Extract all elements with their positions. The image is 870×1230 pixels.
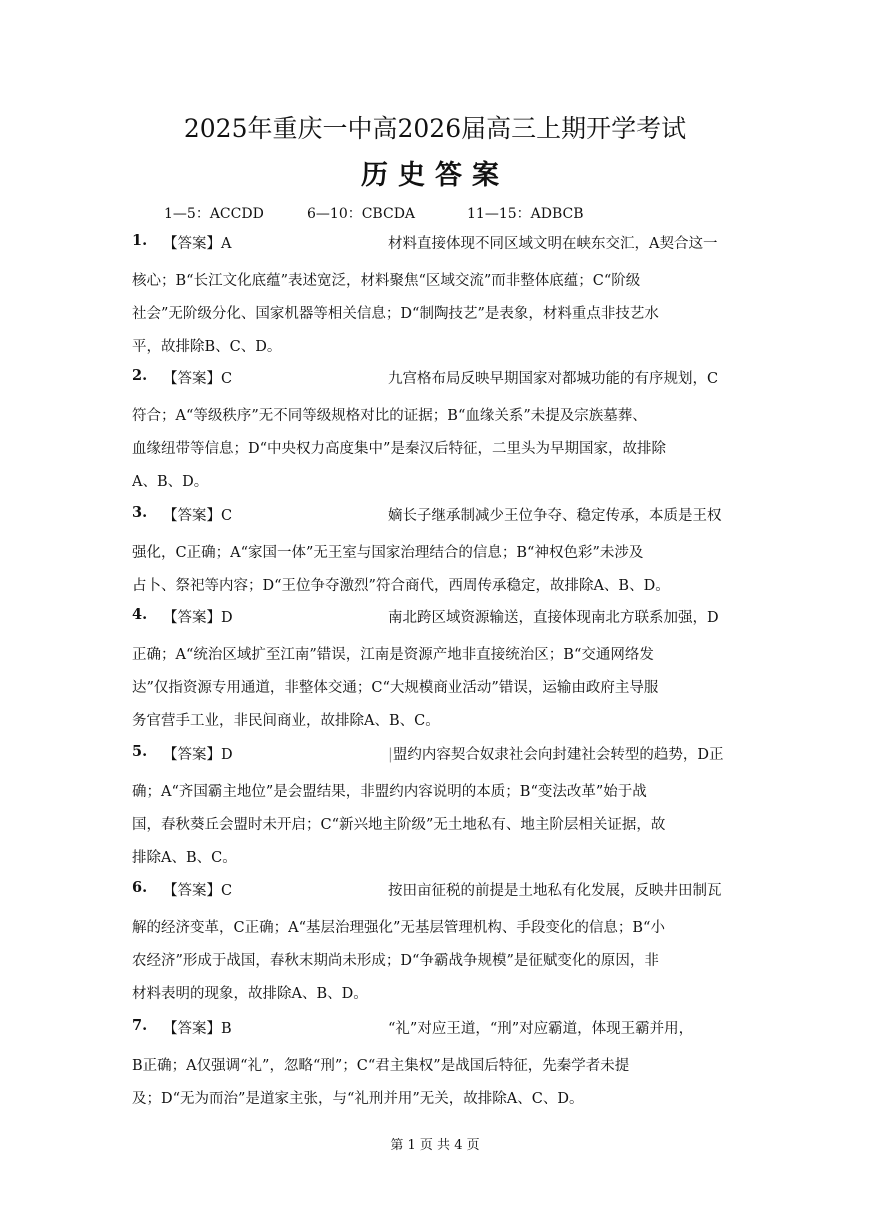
subject-title: 历史答案 bbox=[361, 160, 509, 191]
explanation-line: 及；D“无为而治”是道家主张，与“礼刑并用”无关，故排除A、C、D。 bbox=[132, 1091, 584, 1107]
answer-key-row bbox=[164, 203, 764, 225]
question-number: 6. bbox=[132, 879, 148, 896]
explanation-line: 达”仅指资源专用通道，非整体交通；C“大规模商业活动”错误，运输由政府主导服 bbox=[132, 680, 659, 696]
explanation-line: 材料直接体现不同区域文明在峡东交汇，A契合这一 bbox=[388, 236, 718, 252]
explanation-line: 农经济”形成于战国，春秋末期尚未形成；D“争霸战争规模”是征赋变化的原因，非 bbox=[132, 953, 659, 969]
question-number: 5. bbox=[132, 743, 148, 760]
explanation-line: 国，春秋葵丘会盟时未开启；C“新兴地主阶级”无土地私有、地主阶层相关证据，故 bbox=[132, 817, 666, 833]
explanation-line: 按田亩征税的前提是土地私有化发展，反映井田制瓦 bbox=[388, 883, 722, 899]
explanation-line: A、B、D。 bbox=[132, 474, 209, 490]
explanation-line: 强化，C正确；A“家国一体”无王室与国家治理结合的信息；B“神权色彩”未涉及 bbox=[132, 545, 644, 561]
explanation-line: 血缘纽带等信息；D“中央权力高度集中”是秦汉后特征，二里头为早期国家，故排除 bbox=[132, 441, 666, 457]
answer-key-group-3: 11—15：ADBCB bbox=[467, 206, 584, 222]
explanation-line: 嫡长子继承制减少王位争夺、稳定传承，本质是王权 bbox=[388, 508, 722, 524]
explanation-line: 社会”无阶级分化、国家机器等相关信息；D“制陶技艺”是表象，材料重点非技艺水 bbox=[132, 306, 659, 322]
question-block-7 bbox=[132, 1017, 742, 1116]
explanation-line bbox=[388, 743, 742, 764]
explanation-line: 符合；A“等级秩序”无不同等级规格对比的证据；B“血缘关系”未提及宗族墓葬、 bbox=[132, 408, 647, 424]
explanation-line: 材料表明的现象，故排除A、B、D。 bbox=[132, 986, 368, 1002]
margin-mark: | bbox=[388, 747, 393, 763]
explanation-line: 务官营手工业，非民间商业，故排除A、B、C。 bbox=[132, 713, 440, 729]
explanation-line: 解的经济变革，C正确；A“基层治理强化”无基层管理机构、手段变化的信息；B“小 bbox=[132, 920, 665, 936]
question-number: 2. bbox=[132, 367, 148, 384]
question-block-2 bbox=[132, 367, 742, 499]
explanation-line: 九宫格布局反映早期国家对都城功能的有序规划，C bbox=[388, 371, 719, 387]
explanation-line: “礼”对应王道，“刑”对应霸道，体现王霸并用， bbox=[388, 1021, 694, 1037]
question-block-1 bbox=[132, 232, 742, 364]
question-answer: 【答案】A bbox=[163, 236, 232, 252]
explanation-line: 平，故排除B、C、D。 bbox=[132, 339, 282, 355]
question-block-6 bbox=[132, 879, 742, 1011]
question-number: 3. bbox=[132, 504, 148, 521]
question-block-4 bbox=[132, 606, 742, 738]
explanation-line: 确；A“齐国霸主地位”是会盟结果，非盟约内容说明的本质；B“变法改革”始于战 bbox=[132, 784, 647, 800]
explanation-line: 占卜、祭祀等内容；D“王位争夺激烈”符合商代，西周传承稳定，故排除A、B、D。 bbox=[132, 578, 670, 594]
explanation-line: 南北跨区域资源输送，直接体现南北方联系加强，D bbox=[388, 610, 719, 626]
question-answer: 【答案】B bbox=[163, 1021, 232, 1037]
question-number: 1. bbox=[132, 232, 148, 249]
explanation-line: 排除A、B、C。 bbox=[132, 850, 237, 866]
question-block-3 bbox=[132, 504, 742, 603]
question-answer: 【答案】C bbox=[163, 883, 233, 899]
answer-key-group-2: 6—10：CBCDA bbox=[307, 206, 416, 222]
explanation-line: B正确；A仅强调“礼”，忽略“刑”；C“君主集权”是战国后特征，先秦学者未提 bbox=[132, 1058, 630, 1074]
explanation-line: 正确；A“统治区域扩至江南”错误，江南是资源产地非直接统治区；B“交通网络发 bbox=[132, 647, 654, 663]
question-answer: 【答案】D bbox=[163, 747, 233, 763]
question-answer: 【答案】C bbox=[163, 371, 233, 387]
answer-key-group-1: 1—5：ACCDD bbox=[164, 206, 264, 222]
question-number: 4. bbox=[132, 606, 148, 623]
exam-title: 2025年重庆一中高2026届高三上期开学考试 bbox=[183, 114, 687, 143]
question-number: 7. bbox=[132, 1017, 148, 1034]
question-answer: 【答案】C bbox=[163, 508, 233, 524]
explanation-line: 核心；B“长江文化底蕴”表述宽泛，材料聚焦“区域交流”而非整体底蕴；C“阶级 bbox=[132, 273, 641, 289]
question-block-5 bbox=[132, 743, 742, 875]
question-answer: 【答案】D bbox=[163, 610, 233, 626]
explanation-line-text: 盟约内容契合奴隶社会向封建社会转型的趋势，D正 bbox=[392, 747, 724, 763]
page-footer: 第 1 页 共 4 页 bbox=[390, 1138, 480, 1153]
